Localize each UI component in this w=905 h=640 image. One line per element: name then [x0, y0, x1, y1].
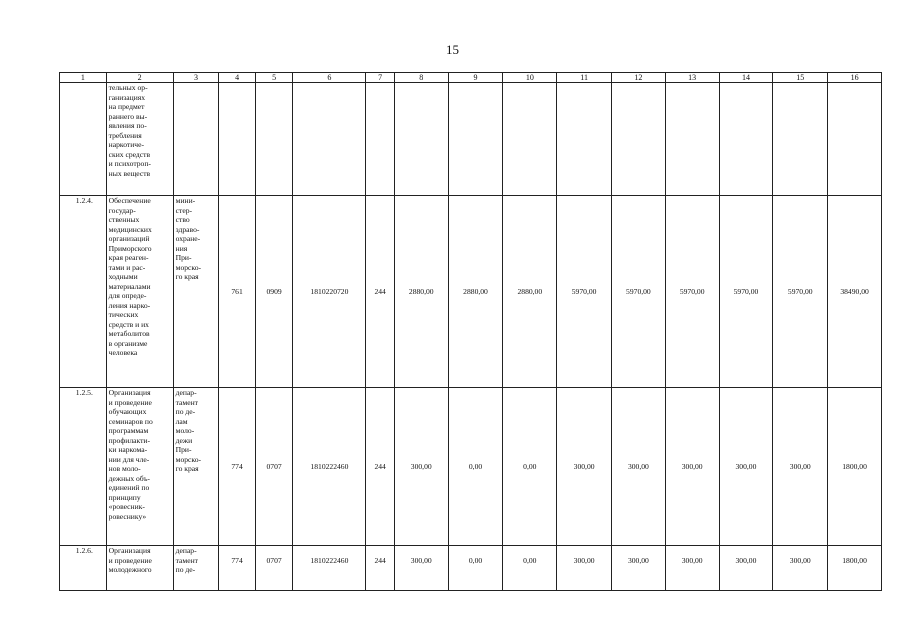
value-cell: 5970,00 — [612, 196, 666, 388]
table-row — [60, 196, 882, 388]
value-cell: 300,00 — [612, 546, 666, 591]
value-cell — [219, 83, 256, 196]
value-cell — [255, 83, 293, 196]
value-cell: 0,00 — [503, 388, 557, 546]
header-cell: 16 — [828, 73, 882, 83]
value-cell: 300,00 — [394, 388, 448, 546]
value-cell: 2880,00 — [394, 196, 448, 388]
value-cell: 300,00 — [557, 388, 612, 546]
header-cell: 4 — [219, 73, 256, 83]
value-cell: 0909 — [255, 196, 293, 388]
value-cell: 300,00 — [719, 546, 773, 591]
value-cell: 774 — [219, 388, 256, 546]
value-cell: 5970,00 — [665, 196, 719, 388]
header-cell: 5 — [255, 73, 293, 83]
table-row — [60, 546, 882, 591]
row-number: 1.2.5. — [60, 388, 107, 546]
activity-name: Обеспечение государ- ственных медицинских организаций Приморского края реаген- тами и рас- ходными материалами для опреде- ления нарко- тических средств и их метаболитов в организме человека — [106, 196, 173, 388]
value-cell: 0,00 — [448, 546, 503, 591]
row-number — [60, 83, 107, 196]
value-cell — [366, 83, 394, 196]
header-cell: 1 — [60, 73, 107, 83]
value-cell: 244 — [366, 546, 394, 591]
header-cell: 15 — [773, 73, 828, 83]
header-cell: 7 — [366, 73, 394, 83]
executor: депар- тамент по де- — [173, 546, 219, 591]
value-cell — [665, 83, 719, 196]
value-cell — [719, 83, 773, 196]
executor — [173, 83, 219, 196]
value-cell — [557, 83, 612, 196]
header-cell: 8 — [394, 73, 448, 83]
value-cell: 300,00 — [773, 388, 828, 546]
value-cell — [293, 83, 366, 196]
header-cell: 2 — [106, 73, 173, 83]
value-cell: 0707 — [255, 388, 293, 546]
value-cell: 300,00 — [665, 546, 719, 591]
activity-name: Организация и проведение обучающих семинаров по программам профилакти- ки наркома- нии для чле- нов моло- дежных объ- единений по принципу «ровесник- ровеснику» — [106, 388, 173, 546]
value-cell: 761 — [219, 196, 256, 388]
row-number: 1.2.4. — [60, 196, 107, 388]
value-cell: 0,00 — [503, 546, 557, 591]
activity-name: тельных ор- ганизациях на предмет раннего вы- явления по- требления наркотиче- ских средств и психотроп- ных веществ — [106, 83, 173, 196]
page-number: 15 — [446, 42, 459, 57]
header-cell: 6 — [293, 73, 366, 83]
value-cell: 1800,00 — [828, 546, 882, 591]
value-cell: 2880,00 — [448, 196, 503, 388]
value-cell — [394, 83, 448, 196]
header-cell: 14 — [719, 73, 773, 83]
value-cell: 300,00 — [612, 388, 666, 546]
table-row — [60, 83, 882, 196]
value-cell: 774 — [219, 546, 256, 591]
header-cell: 13 — [665, 73, 719, 83]
value-cell: 244 — [366, 388, 394, 546]
value-cell: 300,00 — [773, 546, 828, 591]
value-cell: 5970,00 — [773, 196, 828, 388]
value-cell: 300,00 — [394, 546, 448, 591]
value-cell: 300,00 — [665, 388, 719, 546]
budget-table — [59, 72, 882, 591]
header-cell: 11 — [557, 73, 612, 83]
value-cell: 5970,00 — [719, 196, 773, 388]
value-cell — [773, 83, 828, 196]
value-cell: 2880,00 — [503, 196, 557, 388]
value-cell: 300,00 — [719, 388, 773, 546]
header-cell: 12 — [612, 73, 666, 83]
value-cell: 0,00 — [448, 388, 503, 546]
value-cell: 1810220720 — [293, 196, 366, 388]
row-number: 1.2.6. — [60, 546, 107, 591]
column-number-header-row — [60, 73, 882, 83]
value-cell: 1810222460 — [293, 546, 366, 591]
value-cell — [612, 83, 666, 196]
table-row — [60, 388, 882, 546]
executor: депар- тамент по де- лам моло- дежи При- морско- го края — [173, 388, 219, 546]
header-cell: 3 — [173, 73, 219, 83]
value-cell — [503, 83, 557, 196]
value-cell: 244 — [366, 196, 394, 388]
value-cell: 300,00 — [557, 546, 612, 591]
value-cell — [448, 83, 503, 196]
value-cell: 1800,00 — [828, 388, 882, 546]
header-cell: 10 — [503, 73, 557, 83]
executor: мини- стер- ство здраво- охране- ния При- морско- го края — [173, 196, 219, 388]
value-cell: 0707 — [255, 546, 293, 591]
activity-name: Организация и проведение молодежного — [106, 546, 173, 591]
value-cell — [828, 83, 882, 196]
value-cell: 5970,00 — [557, 196, 612, 388]
value-cell: 38490,00 — [828, 196, 882, 388]
header-cell: 9 — [448, 73, 503, 83]
value-cell: 1810222460 — [293, 388, 366, 546]
